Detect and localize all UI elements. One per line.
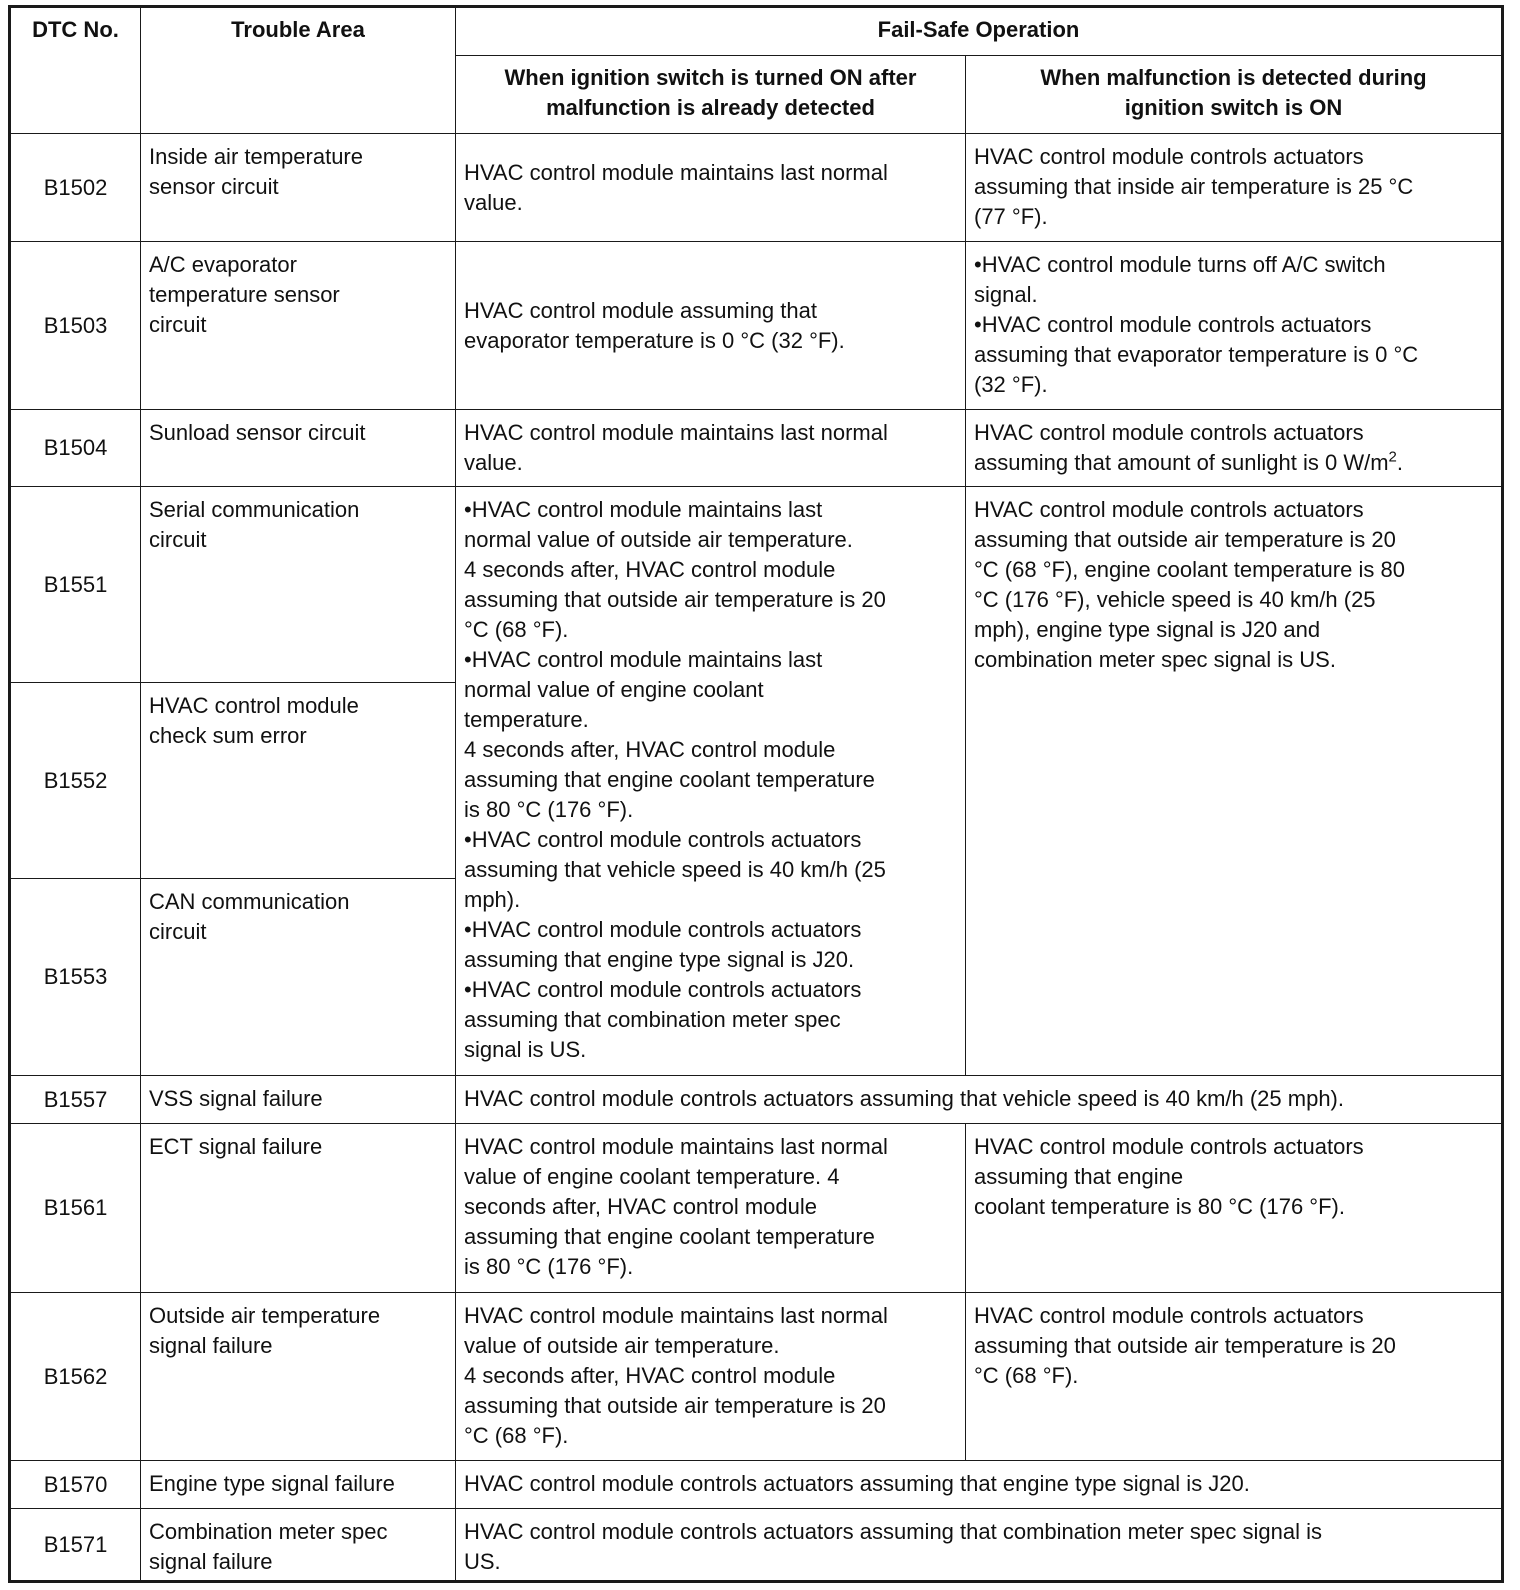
text-line: •HVAC control module controls actuators — [974, 312, 1372, 337]
text-line: assuming that inside air temperature is 25 °C — [974, 174, 1414, 199]
table-row — [10, 1293, 1503, 1461]
trouble-area — [141, 134, 456, 242]
text-line: HVAC control module controls actuators — [974, 497, 1364, 522]
dtc-code: B1553 — [10, 879, 141, 1076]
text-line: HVAC control module maintains last normal — [464, 420, 888, 445]
text-line: HVAC control module controls actuators assuming that combination meter spec signal is — [464, 1519, 1322, 1544]
text-line: assuming that outside air temperature is 20 — [464, 1393, 886, 1418]
text-line: HVAC control module maintains last normal — [464, 1303, 888, 1328]
fail-safe-table — [8, 5, 1504, 1583]
trouble-area — [141, 879, 456, 1076]
trouble-area — [141, 242, 456, 410]
text-line: circuit — [149, 527, 207, 552]
text-line: seconds after, HVAC control module — [464, 1194, 817, 1219]
during-ignition-on-cell — [966, 242, 1503, 410]
header-line: When malfunction is detected during — [1040, 65, 1427, 90]
text-line: assuming that combination meter spec — [464, 1007, 841, 1032]
text-line: circuit — [149, 312, 207, 337]
dtc-code: B1561 — [10, 1124, 141, 1293]
during-ignition-on-cell — [966, 1124, 1503, 1293]
table-row — [10, 1076, 1503, 1124]
text-line: signal failure — [149, 1549, 273, 1574]
text-line: value of engine coolant temperature. 4 — [464, 1164, 840, 1189]
text-line: assuming that vehicle speed is 40 km/h (25 — [464, 857, 886, 882]
text-line: •HVAC control module maintains last — [464, 647, 823, 672]
text-line: •HVAC control module controls actuators — [464, 917, 862, 942]
text-line: evaporator temperature is 0 °C (32 °F). — [464, 327, 845, 353]
text-line: check sum error — [149, 723, 307, 748]
text-line: Serial communication — [149, 497, 360, 522]
table-row — [10, 1124, 1503, 1293]
trouble-area — [141, 487, 456, 683]
trouble-area — [141, 410, 456, 487]
after-ignition-on-cell — [456, 134, 966, 242]
text-line: assuming that outside air temperature is 20 — [974, 1333, 1396, 1358]
header-line: ignition switch is ON — [1124, 95, 1343, 120]
text-line: ECT signal failure — [149, 1134, 323, 1159]
text-line: temperature. — [464, 707, 589, 732]
text-line: HVAC control module controls actuators — [974, 420, 1364, 445]
after-ignition-on-cell — [456, 1293, 966, 1461]
header-line: When ignition switch is turned ON after — [504, 65, 917, 90]
table-row — [10, 1509, 1503, 1582]
text-line: CAN communication — [149, 889, 350, 914]
text-line: circuit — [149, 919, 207, 944]
combined-fail-safe-cell — [456, 1076, 1503, 1124]
text-line: HVAC control module maintains last normal — [464, 1134, 888, 1159]
text-line: 4 seconds after, HVAC control module — [464, 1363, 836, 1388]
table-row — [10, 242, 1503, 410]
superscript: 2 — [1388, 448, 1397, 466]
text-line: assuming that engine — [974, 1164, 1184, 1189]
during-ignition-on-cell — [966, 410, 1503, 487]
trouble-area — [141, 1076, 456, 1124]
dtc-code: B1571 — [10, 1509, 141, 1582]
text-line: value. — [464, 450, 523, 475]
header-fail-safe-operation: Fail-Safe Operation — [456, 7, 1503, 56]
text-line: Combination meter spec — [149, 1519, 388, 1544]
text-line: °C (68 °F). — [464, 1423, 569, 1448]
text-line: HVAC control module maintains last normal — [464, 159, 888, 185]
text-line: °C (68 °F), engine coolant temperature is 80 — [974, 557, 1405, 582]
text-line: •HVAC control module controls actuators — [464, 977, 862, 1002]
dtc-code: B1503 — [10, 242, 141, 410]
text-line: HVAC control module controls actuators — [974, 1303, 1364, 1328]
text-line: normal value of engine coolant — [464, 677, 764, 702]
text-line: signal. — [974, 282, 1038, 307]
text-line: value. — [464, 189, 523, 215]
text-line: is 80 °C (176 °F). — [464, 1254, 634, 1279]
text-line: (32 °F). — [974, 372, 1048, 397]
text-line: normal value of outside air temperature. — [464, 527, 853, 552]
text-line: mph), engine type signal is J20 and — [974, 617, 1321, 642]
header-row-1 — [10, 7, 1503, 56]
table-row — [10, 1461, 1503, 1509]
text-line: coolant temperature is 80 °C (176 °F). — [974, 1194, 1345, 1219]
header-during-ignition-on — [966, 56, 1503, 134]
text-line: •HVAC control module controls actuators — [464, 827, 862, 852]
header-line: malfunction is already detected — [546, 95, 875, 120]
trouble-area — [141, 1461, 456, 1509]
after-ignition-on-cell — [456, 410, 966, 487]
header-dtc-no: DTC No. — [10, 7, 141, 134]
text-line: °C (176 °F), vehicle speed is 40 km/h (25 — [974, 587, 1376, 612]
after-ignition-on-cell — [456, 242, 966, 410]
text-line: HVAC control module controls actuators — [974, 1134, 1364, 1159]
during-ignition-on-cell — [966, 134, 1503, 242]
text-line: sensor circuit — [149, 174, 279, 199]
text-line: Sunload sensor circuit — [149, 420, 366, 445]
text-line: assuming that engine type signal is J20. — [464, 947, 855, 972]
dtc-code: B1551 — [10, 487, 141, 683]
during-ignition-on-cell — [966, 487, 1503, 1076]
text-line: •HVAC control module maintains last — [464, 497, 823, 522]
dtc-code: B1557 — [10, 1076, 141, 1124]
text-line: is 80 °C (176 °F). — [464, 797, 634, 822]
text-line: •HVAC control module turns off A/C switch — [974, 252, 1386, 277]
combined-fail-safe-cell — [456, 1509, 1503, 1582]
text-line: signal is US. — [464, 1037, 587, 1062]
text-line: mph). — [464, 887, 521, 912]
trouble-area — [141, 1293, 456, 1461]
text-line: Outside air temperature — [149, 1303, 381, 1328]
dtc-code: B1570 — [10, 1461, 141, 1509]
text-line: HVAC control module controls actuators assuming that engine type signal is J20. — [464, 1471, 1250, 1496]
trouble-area — [141, 683, 456, 879]
dtc-code: B1552 — [10, 683, 141, 879]
text-line: A/C evaporator — [149, 252, 297, 277]
text-line: HVAC control module — [149, 693, 359, 718]
text-line: °C (68 °F). — [974, 1363, 1079, 1388]
table-row — [10, 134, 1503, 242]
text-line: HVAC control module controls actuators — [974, 144, 1364, 169]
text-line: combination meter spec signal is US. — [974, 647, 1336, 672]
text-line: assuming that outside air temperature is 20 — [464, 587, 886, 612]
dtc-code: B1502 — [10, 134, 141, 242]
dtc-code: B1562 — [10, 1293, 141, 1461]
during-ignition-on-cell — [966, 1293, 1503, 1461]
after-ignition-on-cell — [456, 1124, 966, 1293]
text-line: HVAC control module controls actuators assuming that vehicle speed is 40 km/h (25 mph). — [464, 1086, 1344, 1111]
text-line: 4 seconds after, HVAC control module — [464, 737, 836, 762]
text-line: value of outside air temperature. — [464, 1333, 780, 1358]
text-line: assuming that evaporator temperature is 0 °C — [974, 342, 1419, 367]
header-after-ignition-on — [456, 56, 966, 134]
text-line: HVAC control module assuming that — [464, 297, 817, 323]
text-fragment: . — [1396, 450, 1403, 475]
text-line: assuming that engine coolant temperature — [464, 1224, 875, 1249]
dtc-code: B1504 — [10, 410, 141, 487]
after-ignition-on-cell — [456, 487, 966, 1076]
text-line: assuming that outside air temperature is 20 — [974, 527, 1396, 552]
text-line: signal failure — [149, 1333, 273, 1358]
table-row — [10, 410, 1503, 487]
text-line: 4 seconds after, HVAC control module — [464, 557, 836, 582]
text-line: assuming that engine coolant temperature — [464, 767, 875, 792]
text-line: temperature sensor — [149, 282, 340, 307]
text-line: °C (68 °F). — [464, 617, 569, 642]
text-line: US. — [464, 1549, 501, 1574]
text-line: Engine type signal failure — [149, 1471, 395, 1496]
combined-fail-safe-cell — [456, 1461, 1503, 1509]
trouble-area — [141, 1124, 456, 1293]
trouble-area — [141, 1509, 456, 1582]
header-trouble-area: Trouble Area — [141, 7, 456, 134]
text-line: VSS signal failure — [149, 1086, 323, 1111]
text-fragment: assuming that amount of sunlight is 0 W/m — [974, 450, 1389, 475]
text-line: Inside air temperature — [149, 144, 363, 169]
text-line: (77 °F). — [974, 204, 1048, 229]
text-line — [974, 448, 1494, 478]
table-row — [10, 487, 1503, 683]
